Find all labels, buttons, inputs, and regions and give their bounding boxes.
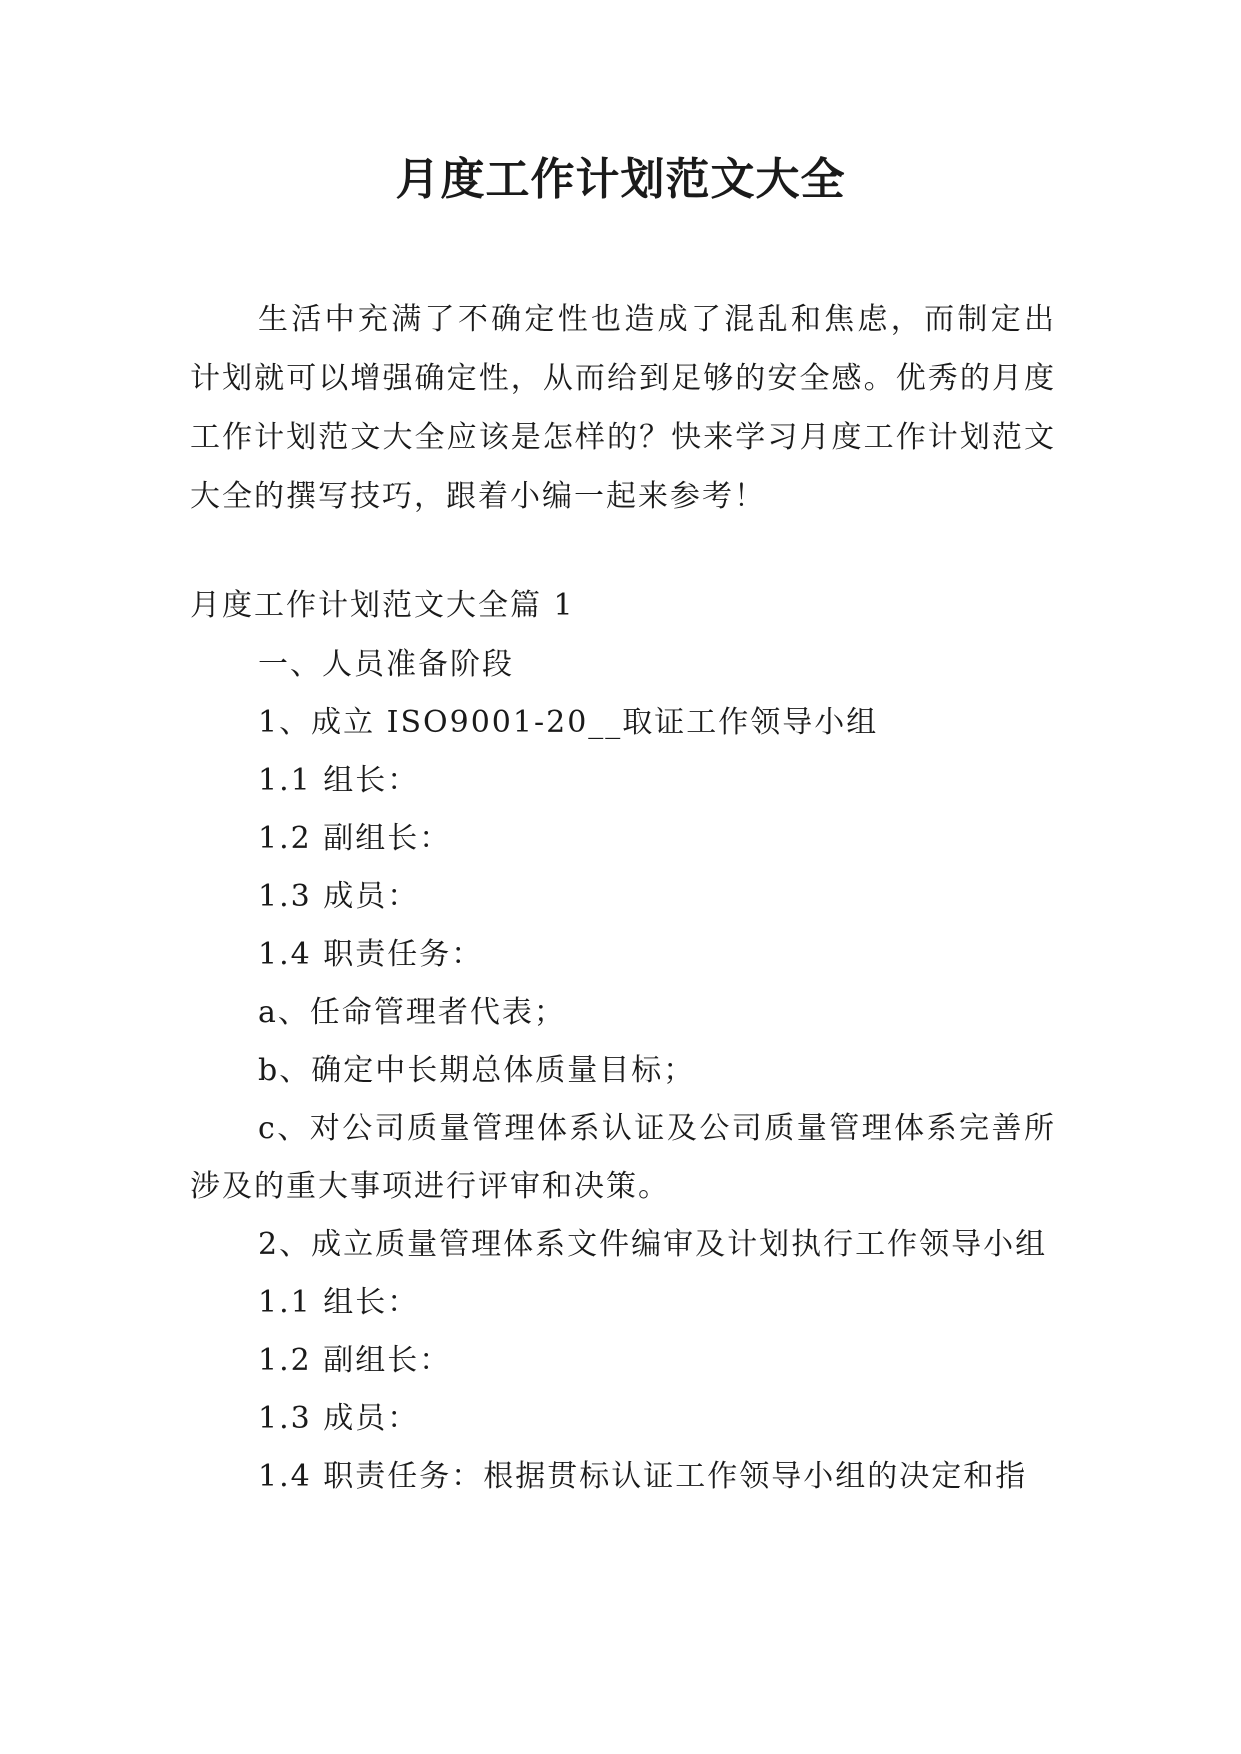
body-line: 1.1 组长：	[258, 763, 420, 798]
body-line: 1、成立 ISO9001-20__取证工作领导小组	[258, 705, 879, 740]
document-title: 月度工作计划范文大全	[395, 154, 846, 205]
body-line: b、确定中长期总体质量目标；	[258, 1053, 696, 1088]
body-line: a、任命管理者代表；	[258, 995, 566, 1030]
body-line: 1.3 成员：	[258, 1401, 420, 1436]
document-body	[190, 290, 1056, 1506]
body-line: 1.3 成员：	[258, 879, 420, 914]
body-paragraph: c、对公司质量管理体系认证及公司质量管理体系完善所涉及的重大事项进行评审和决策。	[190, 1111, 1056, 1204]
body-line: 1.2 副组长：	[258, 1343, 452, 1378]
section-heading: 月度工作计划范文大全篇 1	[190, 588, 575, 623]
body-line: 1.2 副组长：	[258, 821, 452, 856]
body-line: 1.1 组长：	[258, 1285, 420, 1320]
body-line: 1.4 职责任务：	[258, 937, 484, 972]
body-line: 一、人员准备阶段	[258, 647, 514, 682]
intro-paragraph: 生活中充满了不确定性也造成了混乱和焦虑，而制定出计划就可以增强确定性，从而给到足够的安全感。优秀的月度工作计划范文大全应该是怎样的？快来学习月度工作计划范文大全的撰写技巧，跟着小编一起来参考！	[190, 302, 1056, 514]
body-paragraph: 2、成立质量管理体系文件编审及计划执行工作领导小组	[258, 1227, 1048, 1262]
body-line: 1.4 职责任务：根据贯标认证工作领导小组的决定和指	[258, 1459, 1028, 1494]
